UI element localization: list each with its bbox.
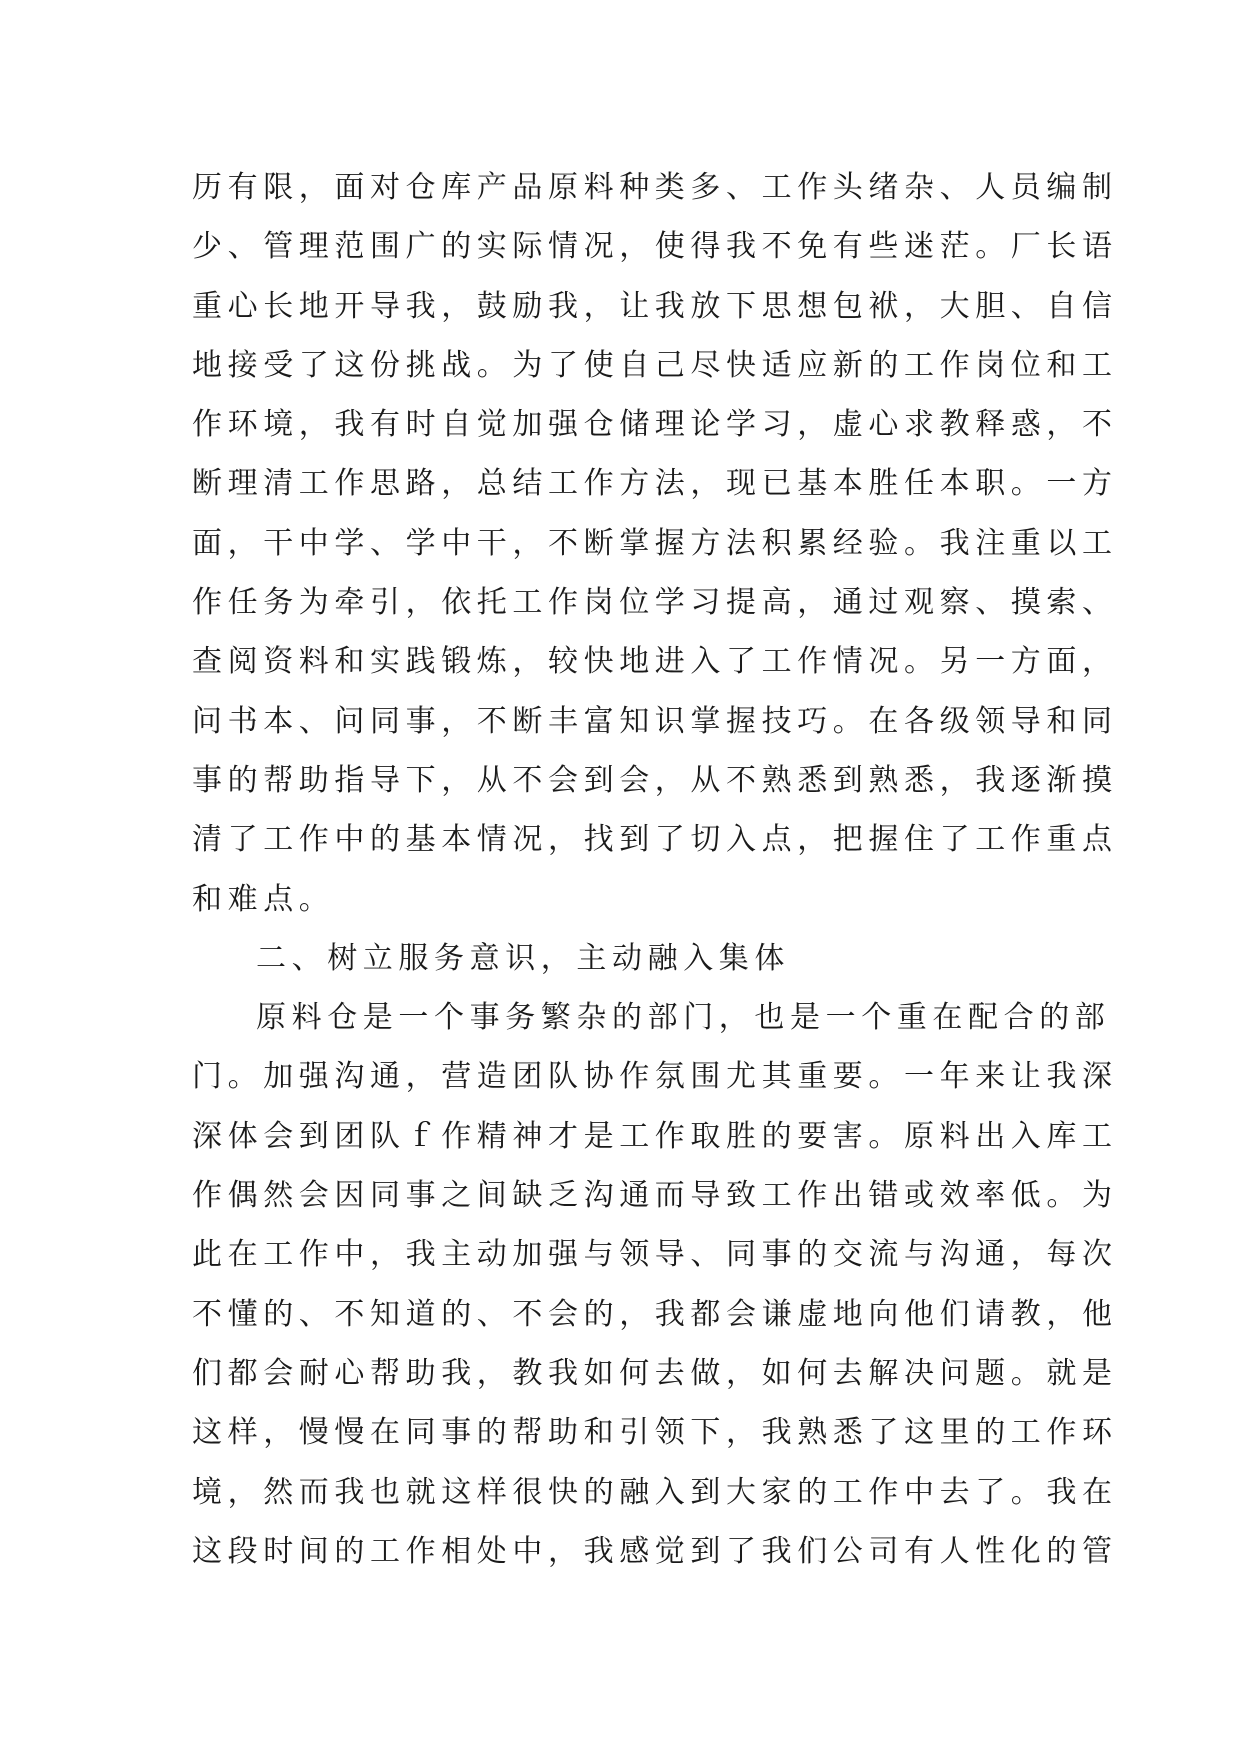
paragraph-line: 少、管理范围广的实际情况，使得我不免有些迷茫。厂长语	[192, 229, 1118, 265]
paragraph-line: 事的帮助指导下，从不会到会，从不熟悉到熟悉，我逐渐摸	[192, 762, 1118, 798]
paragraph-line: 作环境，我有时自觉加强仓储理论学习，虚心求教释惑，不	[192, 407, 1118, 443]
paragraph-line: 这样，慢慢在同事的帮助和引领下，我熟悉了这里的工作环	[192, 1415, 1118, 1451]
paragraph-line: 此在工作中，我主动加强与领导、同事的交流与沟通，每次	[192, 1237, 1118, 1273]
paragraph-line: 断理清工作思路，总结工作方法，现已基本胜任本职。一方	[192, 466, 1118, 502]
paragraph-line: 这段时间的工作相处中，我感觉到了我们公司有人性化的管	[192, 1533, 1118, 1569]
paragraph-line: 门。加强沟通，营造团队协作氛围尤其重要。一年来让我深	[192, 1059, 1118, 1095]
paragraph-line: 重心长地开导我，鼓励我，让我放下思想包袱，大胆、自信	[192, 288, 1118, 324]
paragraph-line: 历有限，面对仓库产品原料种类多、工作头绪杂、人员编制	[192, 170, 1118, 205]
body-text	[192, 158, 1118, 1581]
section-heading: 二、树立服务意识，主动融入集体	[256, 940, 790, 976]
paragraph-line: 清了工作中的基本情况，找到了切入点，把握住了工作重点	[192, 822, 1118, 858]
paragraph-line: 面，干中学、学中干，不断掌握方法积累经验。我注重以工	[192, 525, 1118, 561]
paragraph-line: 不懂的、不知道的、不会的，我都会谦虚地向他们请教，他	[192, 1296, 1118, 1332]
paragraph-line: 深体会到团队ｆ作精神才是工作取胜的要害。原料出入库工	[192, 1118, 1118, 1154]
paragraph-line: 们都会耐心帮助我，教我如何去做，如何去解决问题。就是	[192, 1355, 1118, 1391]
paragraph-line: 查阅资料和实践锻炼，较快地进入了工作情况。另一方面，	[192, 644, 1118, 680]
paragraph-line: 和难点。	[192, 881, 335, 917]
paragraph-first-line: 原料仓是一个事务繁杂的部门，也是一个重在配合的部	[256, 1000, 1111, 1036]
paragraph-line: 地接受了这份挑战。为了使自己尽快适应新的工作岗位和工	[192, 347, 1118, 383]
paragraph-line: 问书本、问同事，不断丰富知识掌握技巧。在各级领导和同	[192, 703, 1118, 739]
paragraph-line: 境，然而我也就这样很快的融入到大家的工作中去了。我在	[192, 1474, 1118, 1510]
paragraph-line: 作任务为牵引，依托工作岗位学习提高，通过观察、摸索、	[192, 585, 1118, 621]
paragraph-line: 作偶然会因同事之间缺乏沟通而导致工作出错或效率低。为	[192, 1178, 1118, 1214]
